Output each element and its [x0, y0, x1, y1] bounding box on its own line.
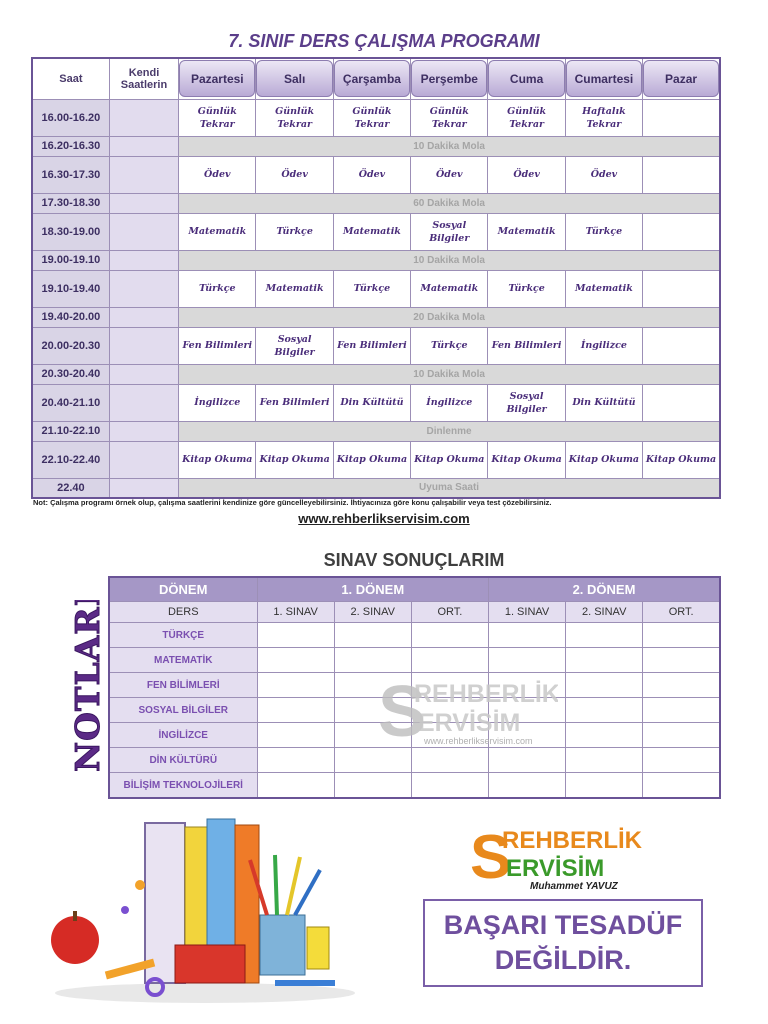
study-cell: Kitap Okuma	[643, 441, 720, 478]
time-cell: 19.40-20.00	[32, 307, 109, 327]
study-cell: Sosyal Bilgiler	[411, 213, 488, 250]
study-cell: Matematik	[411, 270, 488, 307]
study-cell	[643, 327, 720, 364]
slogan-line-1: BAŞARI TESADÜF	[443, 910, 683, 940]
study-cell	[643, 213, 720, 250]
website-link[interactable]: www.rehberlikservisim.com	[298, 511, 470, 526]
time-cell: 22.40	[32, 478, 109, 498]
slogan-line-2: DEĞİLDİR.	[494, 945, 632, 975]
study-cell: Din Kültütü	[333, 384, 410, 421]
grade-cell[interactable]	[643, 748, 720, 773]
grade-cell[interactable]	[643, 723, 720, 748]
header-day	[643, 58, 720, 99]
schedule-table	[31, 57, 721, 499]
schedule-row	[32, 270, 720, 307]
subject-name: FEN BİLİMLERİ	[109, 673, 257, 698]
study-cell: Din Kültütü	[565, 384, 642, 421]
own-hours-cell[interactable]	[109, 99, 178, 136]
own-hours-cell[interactable]	[109, 478, 178, 498]
header-day	[179, 58, 256, 99]
study-cell: Günlük Tekrar	[333, 99, 410, 136]
study-cell	[643, 384, 720, 421]
grade-cell[interactable]	[643, 623, 720, 648]
grade-cell[interactable]	[566, 648, 643, 673]
schedule-row	[32, 478, 720, 498]
svg-text:www.rehberlikservisim.com: www.rehberlikservisim.com	[424, 736, 533, 746]
day-tab[interactable]: Cumartesi	[566, 60, 642, 97]
time-cell: 18.30-19.00	[32, 213, 109, 250]
svg-text:S: S	[470, 826, 512, 891]
time-cell: 16.20-16.30	[32, 136, 109, 156]
schedule-row	[32, 250, 720, 270]
day-tab[interactable]: Perşembe	[411, 60, 487, 97]
exam-column-header: 2. SINAV	[334, 602, 411, 623]
own-hours-cell[interactable]	[109, 193, 178, 213]
study-cell: Fen Bilimleri	[488, 327, 565, 364]
study-cell: Türkçe	[333, 270, 410, 307]
subject-name: İNGİLİZCE	[109, 723, 257, 748]
study-cell: Matematik	[333, 213, 410, 250]
schedule-row	[32, 213, 720, 250]
break-cell: 60 Dakika Mola	[179, 193, 720, 213]
grade-cell[interactable]	[411, 623, 488, 648]
svg-text:ERVİSİM: ERVİSİM	[418, 709, 521, 737]
school-supplies-image	[45, 815, 355, 1005]
study-cell: Türkçe	[565, 213, 642, 250]
time-cell: 19.00-19.10	[32, 250, 109, 270]
own-hours-cell[interactable]	[109, 327, 178, 364]
study-cell: Kitap Okuma	[333, 441, 410, 478]
time-cell: 16.00-16.20	[32, 99, 109, 136]
study-cell: İngilizce	[411, 384, 488, 421]
exam-column-header: ORT.	[411, 602, 488, 623]
schedule-row	[32, 421, 720, 441]
study-cell: Kitap Okuma	[488, 441, 565, 478]
own-hours-cell[interactable]	[109, 364, 178, 384]
time-cell: 19.10-19.40	[32, 270, 109, 307]
grade-cell[interactable]	[566, 673, 643, 698]
study-cell: İngilizce	[565, 327, 642, 364]
header-day	[256, 58, 333, 99]
study-cell: Kitap Okuma	[256, 441, 333, 478]
results-title: SINAV SONUÇLARIM	[323, 550, 505, 570]
svg-text:REHBERLİK: REHBERLİK	[414, 680, 558, 708]
study-cell: Sosyal Bilgiler	[256, 327, 333, 364]
break-cell: 10 Dakika Mola	[179, 364, 720, 384]
study-cell	[643, 270, 720, 307]
study-cell: Günlük Tekrar	[179, 99, 256, 136]
study-cell	[643, 156, 720, 193]
study-cell: Ödev	[179, 156, 256, 193]
study-cell: Ödev	[488, 156, 565, 193]
own-hours-cell[interactable]	[109, 213, 178, 250]
header-day	[333, 58, 410, 99]
study-cell: İngilizce	[179, 384, 256, 421]
grade-cell[interactable]	[488, 748, 565, 773]
header-day	[488, 58, 565, 99]
study-cell: Türkçe	[179, 270, 256, 307]
grade-cell[interactable]	[643, 648, 720, 673]
header-saat: Saat	[32, 58, 109, 99]
subject-row	[109, 623, 720, 648]
day-tab[interactable]: Çarşamba	[334, 60, 410, 97]
day-tab[interactable]: Salı	[256, 60, 332, 97]
subject-name: SOSYAL BİLGİLER	[109, 698, 257, 723]
break-cell: 10 Dakika Mola	[179, 136, 720, 156]
study-cell: Kitap Okuma	[565, 441, 642, 478]
grade-cell[interactable]	[411, 748, 488, 773]
own-hours-cell[interactable]	[109, 136, 178, 156]
schedule-row	[32, 327, 720, 364]
break-cell: Dinlenme	[179, 421, 720, 441]
schedule-row	[32, 156, 720, 193]
grade-cell[interactable]	[257, 648, 334, 673]
time-cell: 16.30-17.30	[32, 156, 109, 193]
ders-header: DERS	[109, 602, 257, 623]
header-day	[565, 58, 642, 99]
grade-cell[interactable]	[257, 773, 334, 799]
day-tab[interactable]: Pazartesi	[179, 60, 255, 97]
study-cell: Fen Bilimleri	[333, 327, 410, 364]
grade-cell[interactable]	[334, 773, 411, 799]
schedule-row	[32, 99, 720, 136]
study-cell: Haftalık Tekrar	[565, 99, 642, 136]
study-cell: Ödev	[256, 156, 333, 193]
schedule-row	[32, 136, 720, 156]
study-cell: Fen Bilimleri	[179, 327, 256, 364]
subject-name: DİN KÜLTÜRÜ	[109, 748, 257, 773]
subject-row	[109, 648, 720, 673]
header-day	[411, 58, 488, 99]
study-cell: Türkçe	[488, 270, 565, 307]
subject-row	[109, 748, 720, 773]
break-cell: Uyuma Saati	[179, 478, 720, 498]
donem-header: DÖNEM	[109, 577, 257, 602]
time-cell: 20.00-20.30	[32, 327, 109, 364]
study-cell: Kitap Okuma	[411, 441, 488, 478]
subject-row	[109, 773, 720, 799]
grade-cell[interactable]	[334, 623, 411, 648]
study-cell: Matematik	[565, 270, 642, 307]
study-cell: Ödev	[333, 156, 410, 193]
time-cell: 20.30-20.40	[32, 364, 109, 384]
day-tab[interactable]: Cuma	[488, 60, 564, 97]
time-cell: 22.10-22.40	[32, 441, 109, 478]
time-cell: 21.10-22.10	[32, 421, 109, 441]
term1-header: 1. DÖNEM	[257, 577, 488, 602]
grade-cell[interactable]	[257, 723, 334, 748]
study-cell: Ödev	[565, 156, 642, 193]
own-hours-cell[interactable]	[109, 384, 178, 421]
exam-column-header: 1. SINAV	[257, 602, 334, 623]
subject-name: TÜRKÇE	[109, 623, 257, 648]
grade-cell[interactable]	[334, 648, 411, 673]
study-cell: Ödev	[411, 156, 488, 193]
break-cell: 10 Dakika Mola	[179, 250, 720, 270]
grade-cell[interactable]	[566, 773, 643, 799]
term2-header: 2. DÖNEM	[488, 577, 720, 602]
own-hours-cell[interactable]	[109, 250, 178, 270]
exam-column-header: 1. SINAV	[488, 602, 565, 623]
study-cell: Türkçe	[256, 213, 333, 250]
study-cell: Sosyal Bilgiler	[488, 384, 565, 421]
grade-cell[interactable]	[643, 698, 720, 723]
day-tab[interactable]: Pazar	[643, 60, 719, 97]
grade-cell[interactable]	[488, 773, 565, 799]
grade-cell[interactable]	[643, 673, 720, 698]
page-title: 7. SINIF DERS ÇALIŞMA PROGRAMI	[228, 31, 540, 51]
study-cell: Günlük Tekrar	[488, 99, 565, 136]
grade-cell[interactable]	[566, 698, 643, 723]
exam-column-header: 2. SINAV	[566, 602, 643, 623]
slogan-box	[423, 899, 703, 987]
schedule-row	[32, 307, 720, 327]
svg-text:S: S	[378, 676, 427, 746]
footnote: Not: Çalışma programı örnek olup, çalışma saatlerini kendinize göre güncelleyebilirsiniz. İhtiyacınıza göre konu çalışabilir veya test çözebilirsiniz.	[33, 498, 552, 507]
grade-cell[interactable]	[643, 773, 720, 799]
brand-watermark	[378, 676, 558, 751]
grade-cell[interactable]	[411, 773, 488, 799]
study-cell: Fen Bilimleri	[256, 384, 333, 421]
own-hours-cell[interactable]	[109, 156, 178, 193]
subject-name: BİLİŞİM TEKNOLOJİLERİ	[109, 773, 257, 799]
grade-cell[interactable]	[411, 648, 488, 673]
grade-cell[interactable]	[488, 623, 565, 648]
svg-text:ERVİSİM: ERVİSİM	[506, 855, 605, 882]
study-cell: Türkçe	[411, 327, 488, 364]
brand-logo	[470, 826, 650, 891]
side-label-text: NOTLARIM	[68, 600, 107, 772]
own-hours-cell[interactable]	[109, 307, 178, 327]
grade-cell[interactable]	[566, 623, 643, 648]
subject-name: MATEMATİK	[109, 648, 257, 673]
study-cell: Matematik	[488, 213, 565, 250]
grade-cell[interactable]	[566, 748, 643, 773]
own-hours-cell[interactable]	[109, 421, 178, 441]
svg-text:Muhammet YAVUZ: Muhammet YAVUZ	[530, 881, 618, 891]
schedule-row	[32, 193, 720, 213]
schedule-row	[32, 441, 720, 478]
own-hours-cell[interactable]	[109, 270, 178, 307]
study-cell: Matematik	[256, 270, 333, 307]
header-kendi-saatlerin: Kendi Saatlerin	[109, 58, 178, 99]
grade-cell[interactable]	[257, 698, 334, 723]
time-cell: 17.30-18.30	[32, 193, 109, 213]
grade-cell[interactable]	[566, 723, 643, 748]
break-cell: 20 Dakika Mola	[179, 307, 720, 327]
grade-cell[interactable]	[257, 673, 334, 698]
grade-cell[interactable]	[488, 648, 565, 673]
svg-text:REHBERLİK: REHBERLİK	[502, 827, 643, 854]
study-cell: Günlük Tekrar	[411, 99, 488, 136]
own-hours-cell[interactable]	[109, 441, 178, 478]
grade-cell[interactable]	[257, 623, 334, 648]
study-cell: Kitap Okuma	[179, 441, 256, 478]
time-cell: 20.40-21.10	[32, 384, 109, 421]
schedule-row	[32, 384, 720, 421]
exam-column-header: ORT.	[643, 602, 720, 623]
schedule-row	[32, 364, 720, 384]
grade-cell[interactable]	[334, 748, 411, 773]
study-cell: Matematik	[179, 213, 256, 250]
study-cell	[643, 99, 720, 136]
study-cell: Günlük Tekrar	[256, 99, 333, 136]
grade-cell[interactable]	[257, 748, 334, 773]
